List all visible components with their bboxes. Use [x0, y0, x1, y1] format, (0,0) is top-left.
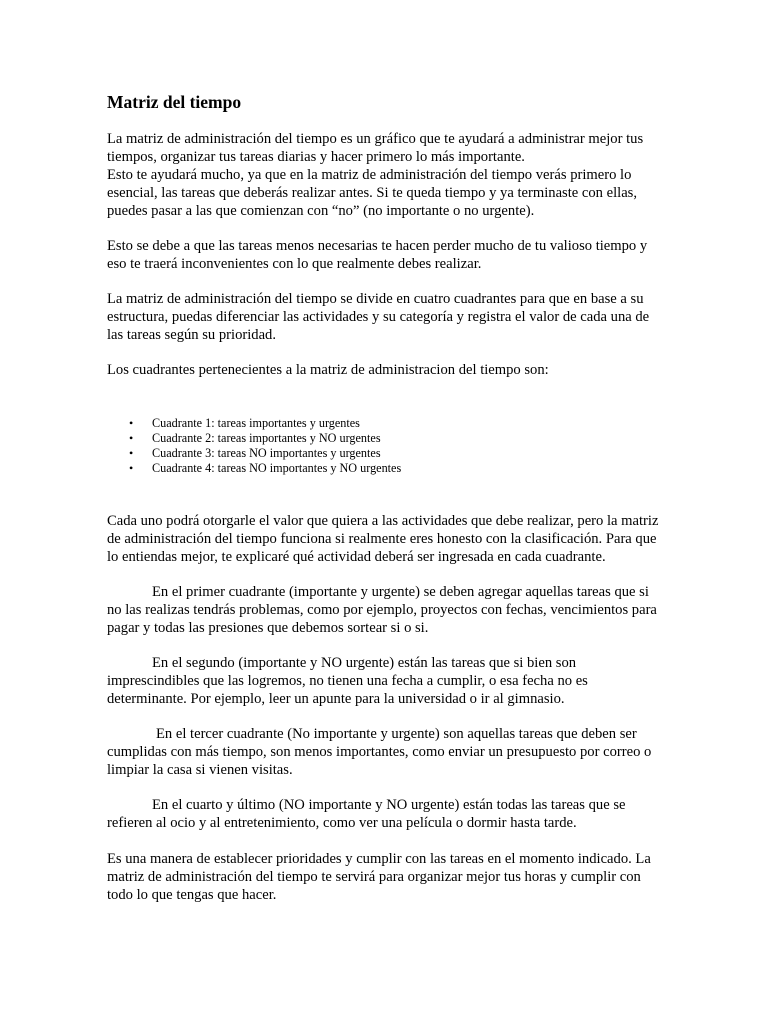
list-item — [129, 431, 667, 446]
paragraph-second-quadrant: En el segundo (importante y NO urgente) están las tareas que si bien son imprescindibles que las logremos, no tienen una fecha a cumplir, o esa fecha no es determinante. Por ejemplo, leer un apunte para la universidad o ir al gimnasio. — [107, 655, 588, 707]
bullet-icon: • — [129, 431, 134, 445]
paragraph-first-quadrant: En el primer cuadrante (importante y urgente) se deben agregar aquellas tareas que si no las realizas tendrás problemas, como por ejemplo, proyectos con fechas, vencimientos para pagar y todas las presiones que debemos sortear si o si. — [107, 584, 657, 636]
paragraph-4: Los cuadrantes pertenecientes a la matriz de administracion del tiempo son: — [107, 362, 549, 378]
closing-paragraph: Es una manera de establecer prioridades y cumplir con las tareas en el momento indicado. La matriz de administración del tiempo te servirá para organizar mejor tus horas y cumplir con todo lo que tengas que hacer. — [107, 851, 651, 903]
bullet-icon: • — [129, 416, 134, 430]
list-item-text: Cuadrante 1: tareas importantes y urgentes — [152, 416, 360, 430]
paragraph-third-quadrant: En el tercer cuadrante (No importante y urgente) son aquellas tareas que deben ser cumplidas con más tiempo, son menos importantes, como enviar un presupuesto por correo o limpiar la casa si vienen visitas. — [107, 726, 652, 778]
document-title: Matriz del tiempo — [107, 92, 242, 112]
paragraph-fourth-quadrant: En el cuarto y último (NO importante y NO urgente) están todas las tareas que se refieren al ocio y al entretenimiento, como ver una película o dormir hasta tarde. — [107, 797, 626, 831]
document-page — [107, 86, 667, 904]
quadrant-list — [107, 416, 667, 476]
bullet-icon: • — [129, 446, 134, 460]
list-item-text: Cuadrante 3: tareas NO importantes y urgentes — [152, 446, 381, 460]
list-item — [129, 461, 667, 476]
list-item-text: Cuadrante 4: tareas NO importantes y NO urgentes — [152, 461, 402, 475]
paragraph-5: Cada uno podrá otorgarle el valor que quiera a las actividades que debe realizar, pero la matriz de administración del tiempo funciona si realmente eres honesto con la clasificación. Para que lo entiendas mejor, te explicaré qué actividad deberá ser ingresada en cada cuadrante. — [107, 513, 659, 565]
list-item — [129, 416, 667, 431]
list-item-text: Cuadrante 2: tareas importantes y NO urgentes — [152, 431, 381, 445]
intro-paragraph-line-2: Esto te ayudará mucho, ya que en la matriz de administración del tiempo verás primero lo esencial, las tareas que deberás realizar antes. Si te queda tiempo y ya terminaste con ellas, puedes pasar a las que comienzan con “no” (no importante o no urgente). — [107, 167, 638, 219]
paragraph-3: La matriz de administración del tiempo se divide en cuatro cuadrantes para que en base a su estructura, puedas diferenciar las actividades y su categoría y registra el valor de cada una de las tareas según su prioridad. — [107, 291, 650, 343]
intro-paragraph-line-1: La matriz de administración del tiempo es un gráfico que te ayudará a administrar mejor tus tiempos, organizar tus tareas diarias y hacer primero lo más importante. — [107, 131, 644, 165]
list-item — [129, 446, 667, 461]
bullet-icon: • — [129, 461, 134, 475]
paragraph-2: Esto se debe a que las tareas menos necesarias te hacen perder mucho de tu valioso tiempo y eso te traerá inconvenientes con lo que realmente debes realizar. — [107, 238, 648, 272]
